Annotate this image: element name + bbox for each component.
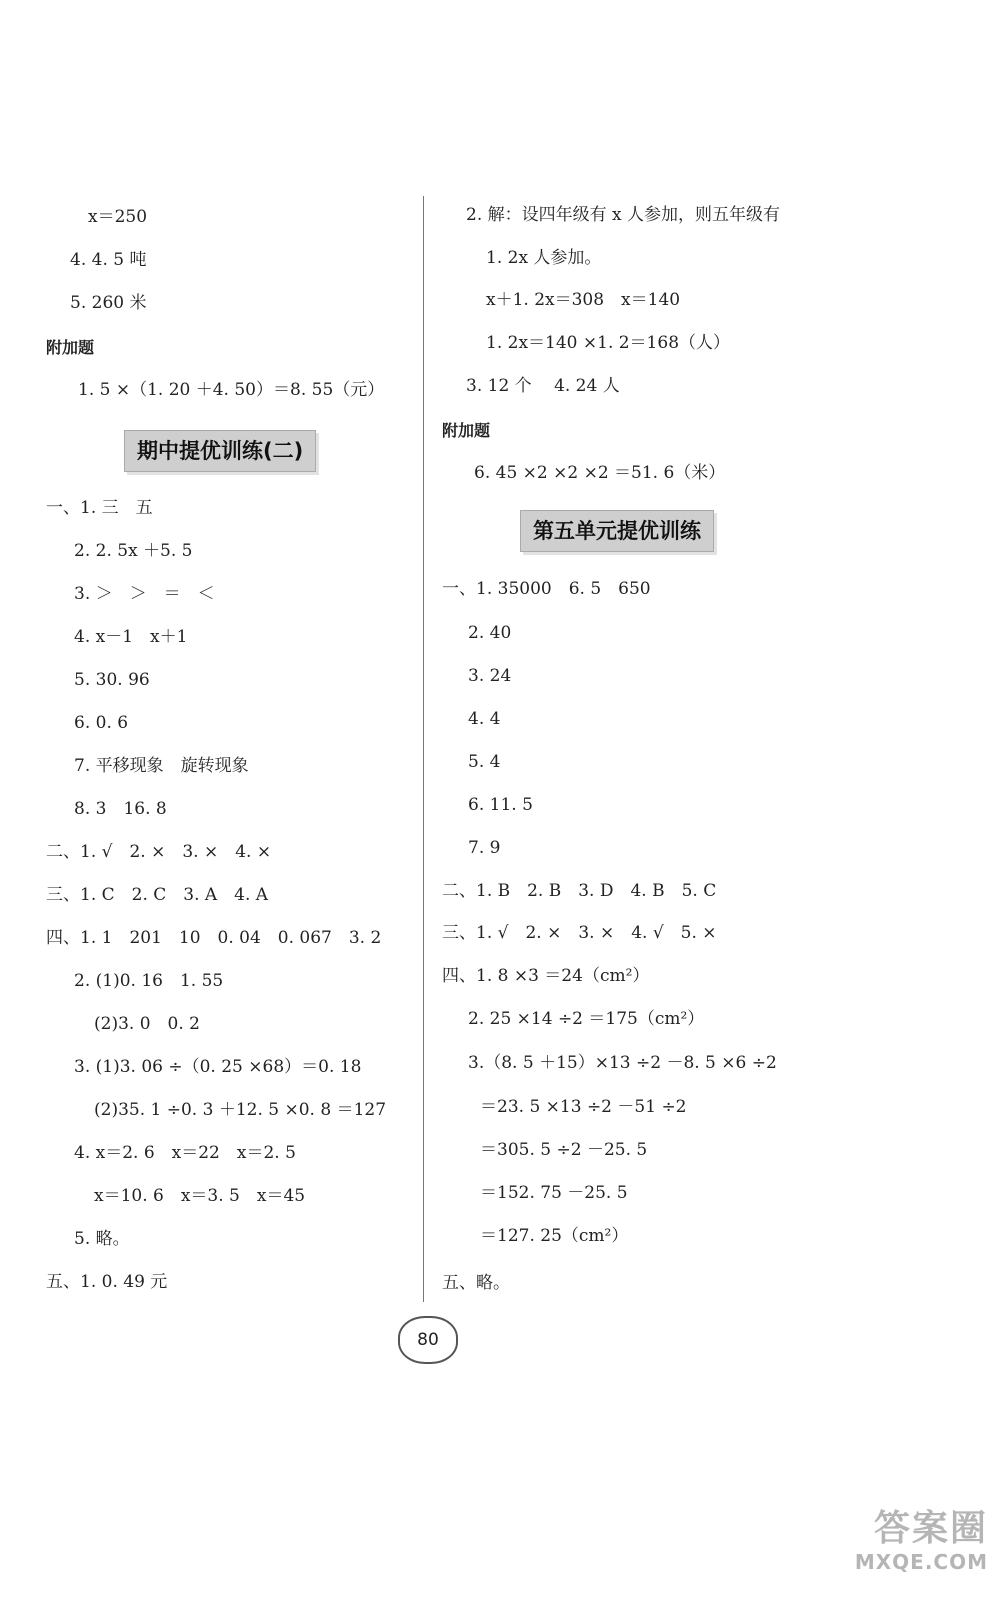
page-number: 80 [398,1316,458,1364]
left-line-5: 1. 5 ×（1. 20 ＋4. 50）＝8. 55（元） [78,380,385,400]
section-title-unit-5: 第五单元提优训练 [520,510,714,552]
left-line-13: 8. 3 16. 8 [74,799,167,819]
right-line-21: ＝305. 5 ÷2 －25. 5 [480,1140,648,1160]
right-line-2: 1. 2x 人参加。 [486,248,602,268]
right-line-18: 2. 25 ×14 ÷2 ＝175（cm²） [468,1009,705,1029]
right-line-10: 3. 24 [468,666,512,686]
watermark [788,1508,988,1574]
left-line-12: 7. 平移现象 旋转现象 [74,756,249,776]
right-line-12: 5. 4 [468,752,501,772]
left-line-10: 5. 30. 96 [74,670,150,690]
section-title-midterm-2: 期中提优训练(二) [124,430,316,472]
right-line-9: 2. 40 [468,623,512,643]
right-line-23: ＝127. 25（cm²） [480,1226,629,1246]
right-line-17: 四、1. 8 ×3 ＝24（cm²） [442,966,650,986]
left-line-16: 四、1. 1 201 10 0. 04 0. 067 3. 2 [46,928,382,948]
right-line-19: 3.（8. 5 ＋15）×13 ÷2 －8. 5 ×6 ÷2 [468,1053,777,1073]
left-line-9: 4. x－1 x＋1 [74,627,188,647]
left-line-14: 二、1. √ 2. × 3. × 4. × [46,842,272,862]
right-line-7: 6. 45 ×2 ×2 ×2 ＝51. 6（米） [474,463,726,483]
left-line-23: 5. 略。 [74,1229,130,1249]
right-line-14: 7. 9 [468,838,501,858]
right-line-16: 三、1. √ 2. × 3. × 4. √ 5. × [442,923,717,943]
watermark-url: MXQE.COM [854,1550,988,1574]
right-line-15: 二、1. B 2. B 3. D 4. B 5. C [442,881,717,901]
left-line-6: 一、1. 三 五 [46,498,153,518]
right-line-22: ＝152. 75 －25. 5 [480,1183,628,1203]
left-line-17: 2. (1)0. 16 1. 55 [74,971,224,991]
left-line-19: 3. (1)3. 06 ÷（0. 25 ×68）＝0. 18 [74,1057,362,1077]
left-line-22: x＝10. 6 x＝3. 5 x＝45 [94,1186,306,1206]
right-bonus-heading: 附加题 [442,421,491,440]
right-line-1: 2. 解：设四年级有 x 人参加，则五年级有 [466,205,781,225]
right-line-13: 6. 11. 5 [468,795,533,815]
left-line-2: 4. 4. 5 吨 [70,250,147,270]
left-line-20: (2)35. 1 ÷0. 3 ＋12. 5 ×0. 8 ＝127 [94,1100,387,1120]
left-line-15: 三、1. C 2. C 3. A 4. A [46,885,269,905]
left-line-11: 6. 0. 6 [74,713,129,733]
column-divider [423,196,424,1302]
right-line-20: ＝23. 5 ×13 ÷2 －51 ÷2 [480,1097,687,1117]
left-line-7: 2. 2. 5x ＋5. 5 [74,541,193,561]
right-line-8: 一、1. 35000 6. 5 650 [442,579,651,599]
left-line-3: 5. 260 米 [70,293,147,313]
right-line-5: 3. 12 个 4. 24 人 [466,376,620,396]
watermark-logo: 答案圈 [873,1508,988,1549]
left-line-24: 五、1. 0. 49 元 [46,1272,168,1292]
right-line-24: 五、略。 [442,1273,510,1293]
left-bonus-heading: 附加题 [46,338,95,357]
left-line-18: (2)3. 0 0. 2 [94,1014,200,1034]
right-line-3: x＋1. 2x＝308 x＝140 [486,290,681,310]
left-line-21: 4. x＝2. 6 x＝22 x＝2. 5 [74,1143,296,1163]
right-line-11: 4. 4 [468,709,501,729]
right-line-4: 1. 2x＝140 ×1. 2＝168（人） [486,333,731,353]
left-line-8: 3. ＞ ＞ ＝ ＜ [74,584,215,604]
left-line-1: x＝250 [88,207,148,227]
